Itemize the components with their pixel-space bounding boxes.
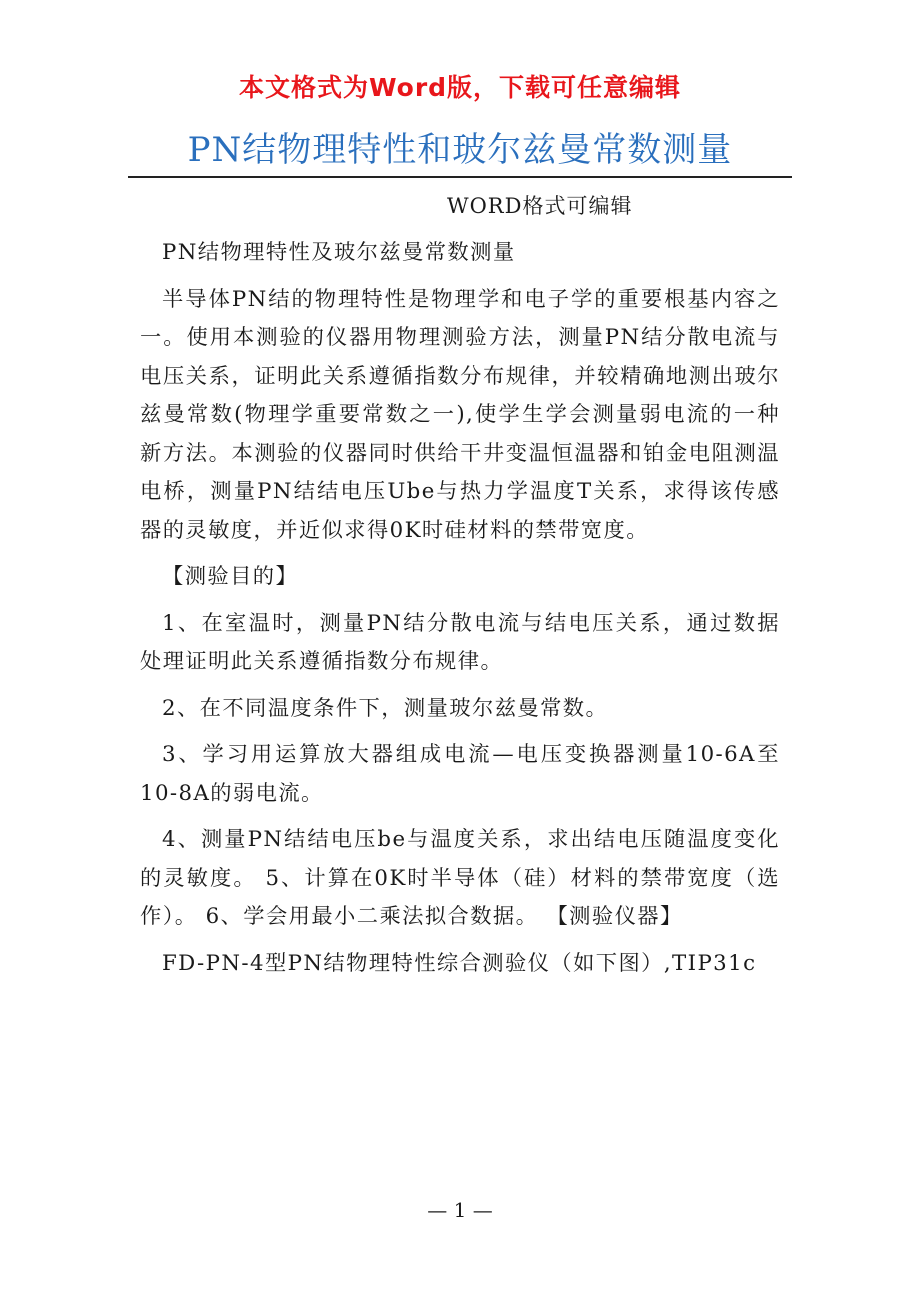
page-number: — 1 — <box>427 1198 493 1222</box>
document-body <box>140 234 780 991</box>
word-format-banner: 本文格式为Word版，下载可任意编辑 <box>238 73 682 102</box>
title-divider <box>128 176 792 178</box>
purpose-item-2: 2、在不同温度条件下，测量玻尔兹曼常数。 <box>162 695 609 721</box>
subtitle: PN结物理特性及玻尔兹曼常数测量 <box>162 240 516 265</box>
word-editable-note: WORD格式可编辑 <box>447 194 633 218</box>
document-title: PN结物理特性和玻尔兹曼常数测量 <box>187 130 733 170</box>
purpose-item-1: 1、在室温时，测量PN结分散电流与结电压关系，通过数据处理证明此关系遵循指数分布规律。 <box>140 610 780 674</box>
purpose-heading: 【测验目的】 <box>162 564 299 589</box>
purpose-item-3: 3、学习用运算放大器组成电流—电压变换器测量10-6A至10-8A的弱电流。 <box>140 742 780 806</box>
purpose-item-4: 4、测量PN结结电压be与温度关系，求出结电压随温度变化的灵敏度。 5、计算在0K时半导体（硅）材料的禁带宽度（选作）。 6、学会用最小二乘法拟合数据。 【测验仪器】 <box>140 827 780 929</box>
intro-paragraph: 半导体PN结的物理特性是物理学和电子学的重要根基内容之一。使用本测验的仪器用物理测验方法，测量PN结分散电流与电压关系，证明此关系遵循指数分布规律，并较精确地测出玻尔兹曼常数(物理学重要常数之一),使学生学会测量弱电流的一种新方法。本测验的仪器同时供给干井变温恒温器和铂金电阻测温电桥，测量PN结结电压Ube与热力学温度T关系，求得该传感器的灵敏度，并近似求得0K时硅材料的禁带宽度。 <box>140 286 780 543</box>
instrument-paragraph: FD-PN-4型PN结物理特性综合测验仪（如下图）,TIP31c <box>162 950 757 976</box>
